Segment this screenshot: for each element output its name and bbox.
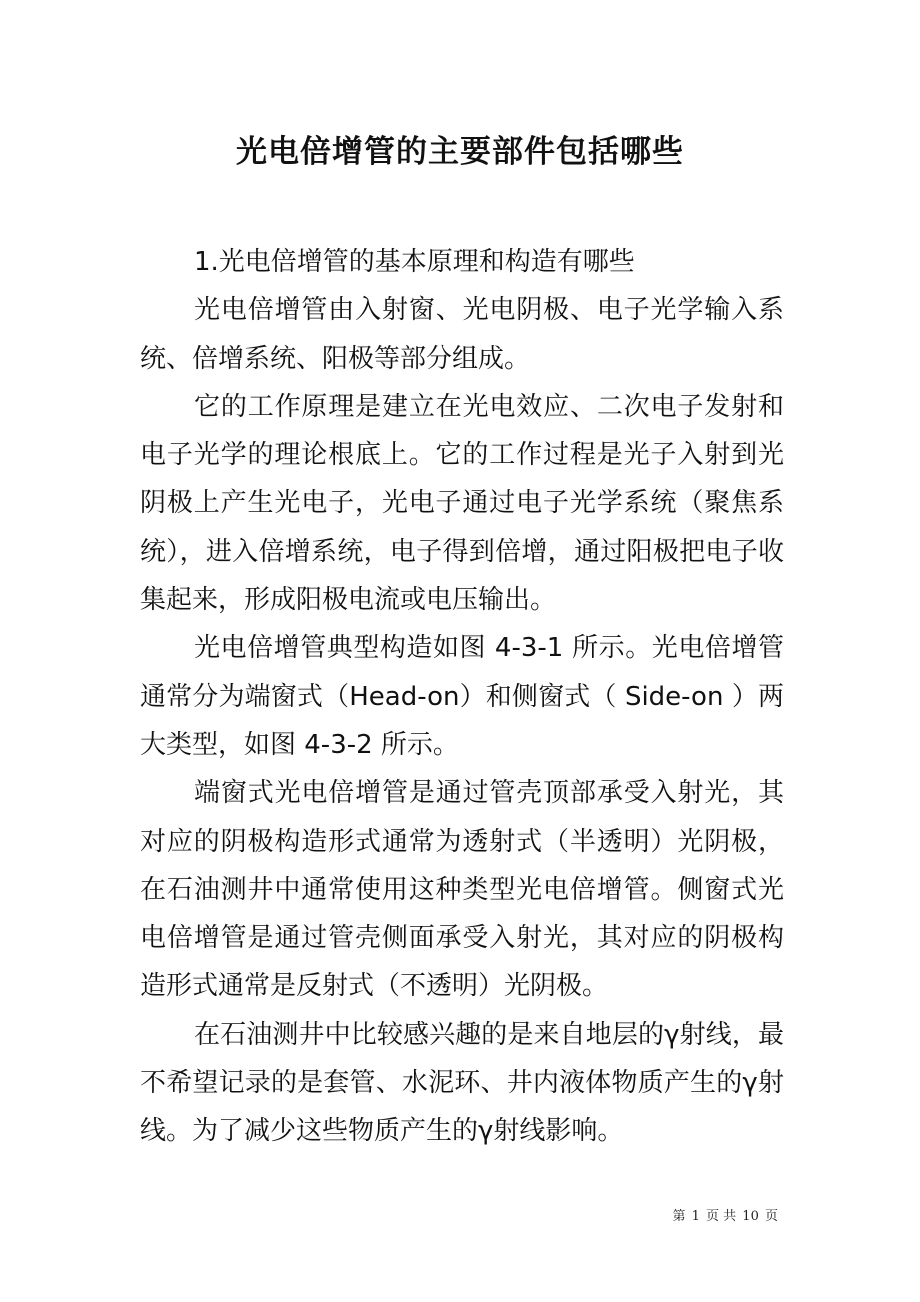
page-title: 光电倍增管的主要部件包括哪些 (236, 134, 684, 170)
page-mid: 页 共 (706, 1209, 737, 1224)
paragraph: 光电倍增管典型构造如图 4-3-1 所示。光电倍增管通常分为端窗式（Head-on）和侧窗式（ Side-on ）两大类型，如图 4-3-2 所示。 (140, 633, 784, 760)
page-current: 1 (691, 1209, 700, 1224)
paragraph-heading: 1.光电倍增管的基本原理和构造有哪些 (194, 247, 635, 277)
paragraph: 在石油测井中比较感兴趣的是来自地层的γ射线，最不希望记录的是套管、水泥环、井内液体物质产生的γ射线。为了减少这些物质产生的γ射线影响。 (140, 1019, 784, 1147)
document-body (140, 238, 784, 1156)
paragraph: 光电倍增管由入射窗、光电阴极、电子光学输入系统、倍增系统、阳极等部分组成。 (140, 295, 784, 374)
paragraph: 它的工作原理是建立在光电效应、二次电子发射和电子光学的理论根底上。它的工作过程是光子入射到光阴极上产生光电子，光电子通过电子光学系统（聚焦系统），进入倍增系统，电子得到倍增，通过阳极把电子收集起来，形成阳极电流或电压输出。 (140, 391, 784, 616)
page-number (0, 1207, 778, 1227)
paragraph: 端窗式光电倍增管是通过管壳顶部承受入射光，其对应的阴极构造形式通常为透射式（半透明）光阴极，在石油测井中通常使用这种类型光电倍增管。侧窗式光电倍增管是通过管壳侧面承受入射光，其对应的阴极构造形式通常是反射式（不透明）光阴极。 (140, 778, 784, 1002)
page-suffix: 页 (764, 1209, 778, 1224)
page-prefix: 第 (672, 1209, 686, 1224)
page-total: 10 (742, 1209, 759, 1224)
